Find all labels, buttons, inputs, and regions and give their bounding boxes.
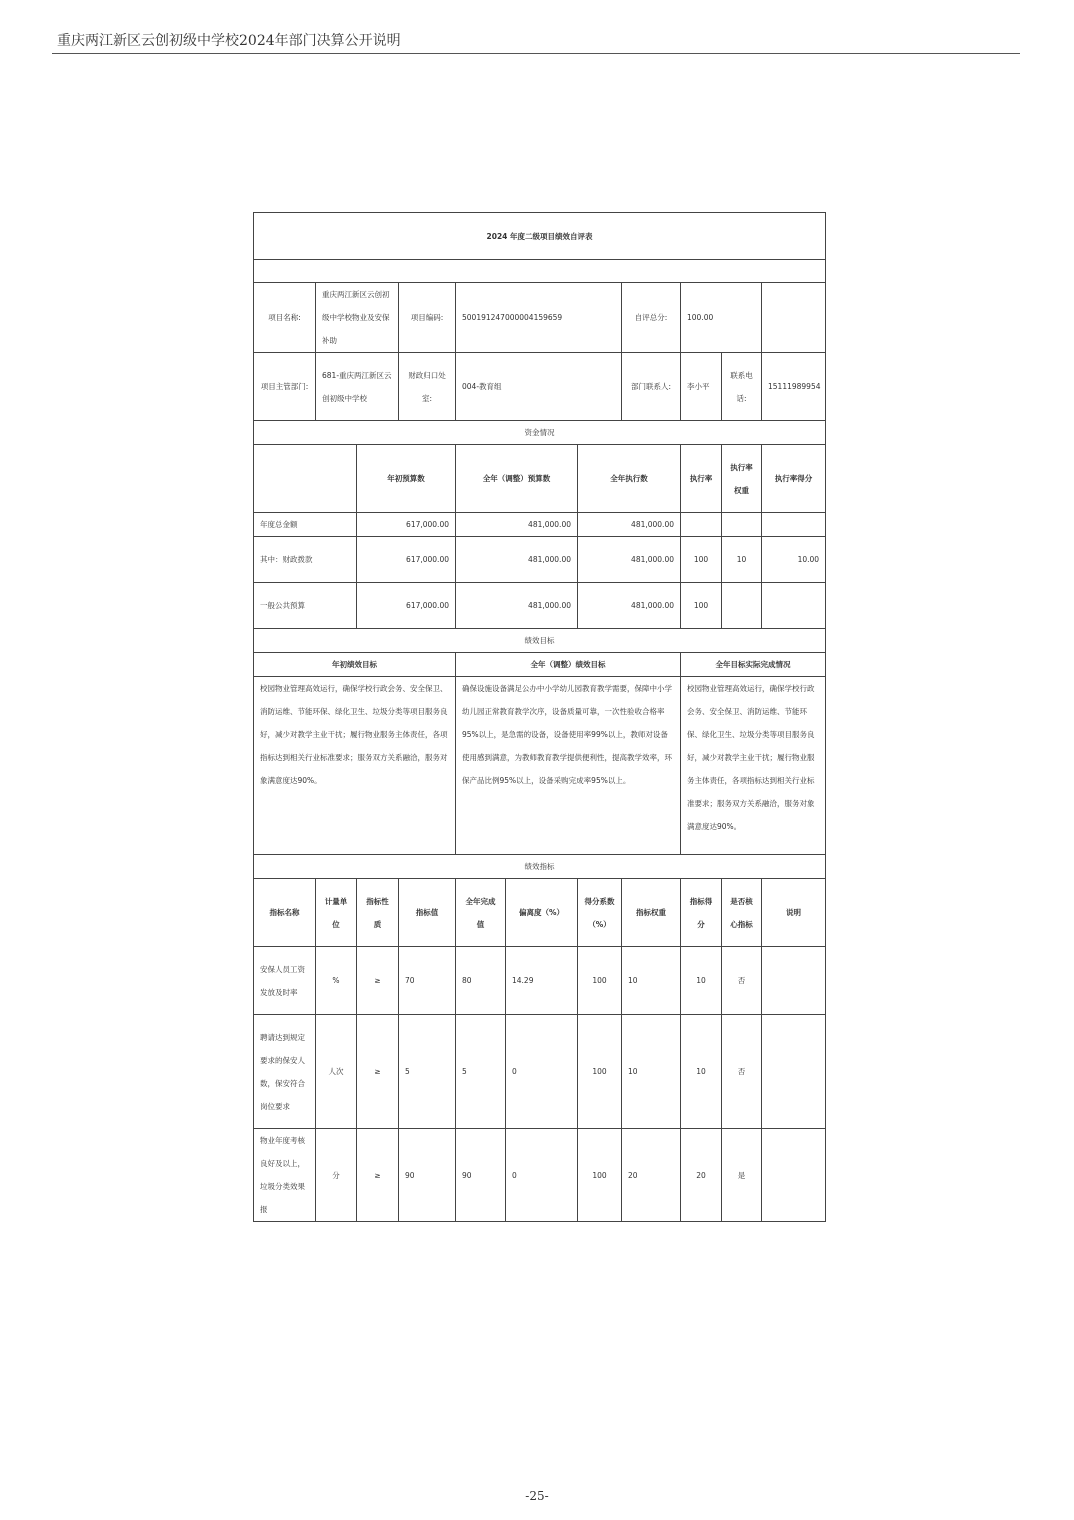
ind-row-score: 10 [681, 1015, 722, 1129]
funds-row-initial: 617,000.00 [357, 537, 456, 583]
ind-row-name: 安保人员工资发放及时率 [254, 947, 316, 1015]
ind-row-note [762, 947, 826, 1015]
page-header: 重庆两江新区云创初级中学校2024年部门决算公开说明 [57, 33, 401, 49]
goal-initial-text: 校园物业管理高效运行，确保学校行政会务、安全保卫、消防运维、节能环保、绿化卫生、垃圾分类等项目服务良好，减少对教学主业干扰；履行物业服务主体责任，各项指标达到相关行业标准要求；服务双方关系融洽，服务对象满意度达90%。 [254, 677, 456, 855]
ind-row-core: 是 [722, 1129, 762, 1222]
ind-row-nature: ≥ [357, 1015, 399, 1129]
ind-header-name: 指标名称 [254, 879, 316, 947]
ind-row-note [762, 1129, 826, 1222]
goals-header-initial: 年初绩效目标 [254, 653, 456, 677]
ind-row-value: 70 [399, 947, 456, 1015]
funds-row-name: 年度总金额 [254, 513, 357, 537]
ind-row-completed: 80 [456, 947, 506, 1015]
ind-row-coef: 100 [578, 1129, 622, 1222]
ind-row-coef: 100 [578, 1015, 622, 1129]
page-number: -25- [525, 1489, 549, 1503]
funds-row-score [762, 583, 826, 629]
ind-row-completed: 90 [456, 1129, 506, 1222]
funds-header-rate: 执行率 [681, 445, 722, 513]
ind-row-unit: % [316, 947, 357, 1015]
phone-value: 15111989954 [762, 353, 826, 421]
phone-label: 联系电话: [722, 353, 762, 421]
ind-header-nature: 指标性质 [357, 879, 399, 947]
funds-row-executed: 481,000.00 [578, 537, 681, 583]
funds-header-blank [254, 445, 357, 513]
funds-row-weight: 10 [722, 537, 762, 583]
funds-row-adjusted: 481,000.00 [456, 513, 578, 537]
empty-cell [762, 283, 826, 353]
funds-row-name: 一般公共预算 [254, 583, 357, 629]
header-divider [52, 53, 1020, 54]
ind-row-deviation: 0 [506, 1015, 578, 1129]
ind-row-coef: 100 [578, 947, 622, 1015]
goals-header-adjusted: 全年（调整）绩效目标 [456, 653, 681, 677]
ind-header-weight: 指标权重 [622, 879, 681, 947]
funds-row-rate: 100 [681, 537, 722, 583]
funds-row-adjusted: 481,000.00 [456, 537, 578, 583]
funds-row-score [762, 513, 826, 537]
ind-row-score: 10 [681, 947, 722, 1015]
ind-header-deviation: 偏离度（%） [506, 879, 578, 947]
ind-row-value: 5 [399, 1015, 456, 1129]
project-name-value: 重庆两江新区云创初级中学校物业及安保补助 [316, 283, 399, 353]
ind-row-deviation: 0 [506, 1129, 578, 1222]
contact-value: 李小平 [681, 353, 722, 421]
funds-row-initial: 617,000.00 [357, 583, 456, 629]
ind-header-completed: 全年完成值 [456, 879, 506, 947]
ind-row-value: 90 [399, 1129, 456, 1222]
funds-header-adjusted: 全年（调整）预算数 [456, 445, 578, 513]
ind-header-value: 指标值 [399, 879, 456, 947]
ind-header-note: 说明 [762, 879, 826, 947]
contact-label: 部门联系人: [622, 353, 681, 421]
ind-row-name: 聘请达到规定要求的保安人数，保安符合岗位要求 [254, 1015, 316, 1129]
dept-label: 项目主管部门: [254, 353, 316, 421]
goals-section-header: 绩效目标 [254, 629, 826, 653]
ind-header-unit: 计量单位 [316, 879, 357, 947]
ind-row-name: 物业年度考核良好及以上，垃圾分类效果报 [254, 1129, 316, 1222]
ind-row-nature: ≥ [357, 1129, 399, 1222]
funds-row-score: 10.00 [762, 537, 826, 583]
ind-header-coef: 得分系数（%） [578, 879, 622, 947]
ind-row-unit: 分 [316, 1129, 357, 1222]
funds-row-weight [722, 583, 762, 629]
goals-header-actual: 全年目标实际完成情况 [681, 653, 826, 677]
blank-row [254, 260, 826, 283]
funds-header-weight: 执行率权重 [722, 445, 762, 513]
self-evaluation-table [253, 212, 826, 1222]
ind-row-core: 否 [722, 1015, 762, 1129]
funds-row-executed: 481,000.00 [578, 513, 681, 537]
self-score-label: 自评总分: [622, 283, 681, 353]
ind-row-weight: 20 [622, 1129, 681, 1222]
ind-row-unit: 人次 [316, 1015, 357, 1129]
ind-row-deviation: 14.29 [506, 947, 578, 1015]
indicators-section-header: 绩效指标 [254, 855, 826, 879]
funds-header-score: 执行率得分 [762, 445, 826, 513]
funds-section-header: 资金情况 [254, 421, 826, 445]
ind-row-note [762, 1015, 826, 1129]
ind-header-core: 是否核心指标 [722, 879, 762, 947]
project-code-value: 500191247000004159659 [456, 283, 622, 353]
funds-row-name: 其中：财政拨款 [254, 537, 357, 583]
self-score-value: 100.00 [681, 283, 762, 353]
funds-row-adjusted: 481,000.00 [456, 583, 578, 629]
finance-value: 004-教育组 [456, 353, 622, 421]
finance-label: 财政归口处室: [399, 353, 456, 421]
funds-row-rate [681, 513, 722, 537]
goal-adjusted-text: 确保设施设备满足公办中小学幼儿园教育教学需要，保障中小学幼儿园正常教育教学次序，设备质量可靠，一次性验收合格率95%以上，是急需的设备，设备使用率99%以上，教师对设备使用感到满意，为教师教育教学提供便利性，提高教学效率，环保产品比例95%以上，设备采购完成率95%以上。 [456, 677, 681, 855]
funds-header-executed: 全年执行数 [578, 445, 681, 513]
ind-row-nature: ≥ [357, 947, 399, 1015]
funds-header-initial: 年初预算数 [357, 445, 456, 513]
dept-value: 681-重庆两江新区云创初级中学校 [316, 353, 399, 421]
project-name-label: 项目名称: [254, 283, 316, 353]
project-code-label: 项目编码: [399, 283, 456, 353]
ind-row-completed: 5 [456, 1015, 506, 1129]
ind-row-score: 20 [681, 1129, 722, 1222]
form-title: 2024 年度二级项目绩效自评表 [254, 213, 826, 260]
funds-row-rate: 100 [681, 583, 722, 629]
ind-row-core: 否 [722, 947, 762, 1015]
ind-row-weight: 10 [622, 947, 681, 1015]
ind-row-weight: 10 [622, 1015, 681, 1129]
funds-row-weight [722, 513, 762, 537]
funds-row-executed: 481,000.00 [578, 583, 681, 629]
goal-actual-text: 校园物业管理高效运行，确保学校行政会务、安全保卫、消防运维、节能环保、绿化卫生、垃圾分类等项目服务良好，减少对教学主业干扰；履行物业服务主体责任，各项指标达到相关行业标准要求；服务双方关系融洽，服务对象满意度达90%。 [681, 677, 826, 855]
funds-row-initial: 617,000.00 [357, 513, 456, 537]
ind-header-score: 指标得分 [681, 879, 722, 947]
